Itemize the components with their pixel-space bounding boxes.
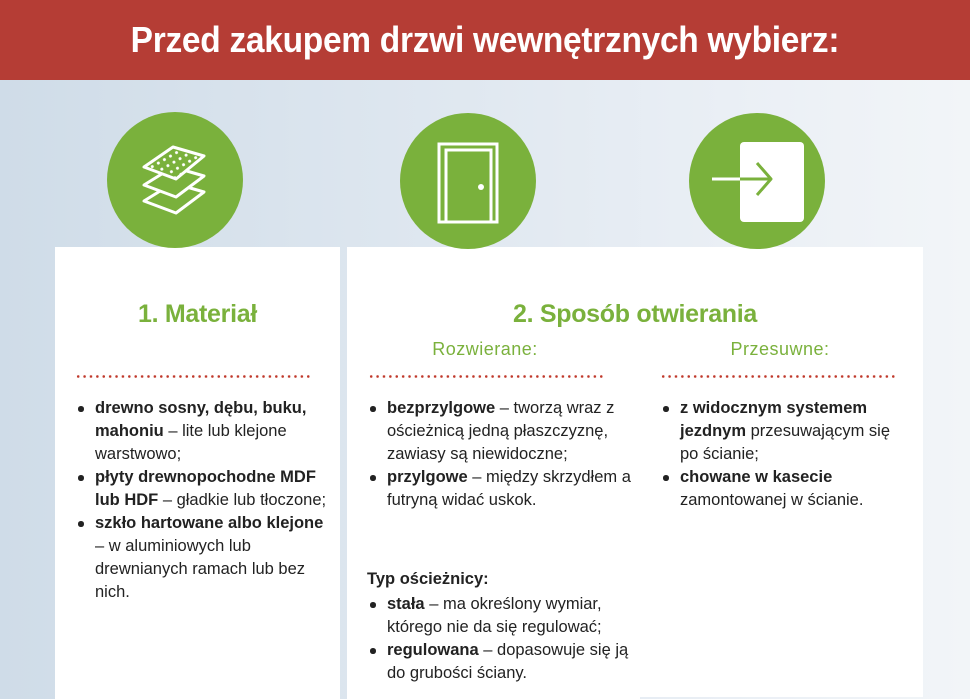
- list-item: drewno sosny, dębu, buku, mahoniu – lite lub klejone warstwowo;: [75, 397, 330, 466]
- sliding-list: [660, 397, 910, 512]
- list-item: przylgowe – między skrzydłem a futryną widać uskok.: [367, 466, 637, 512]
- opening-icon-circle: [400, 113, 536, 249]
- hinged-subtitle: Rozwierane:: [432, 339, 538, 359]
- sliding-subtitle: Przesuwne:: [730, 339, 830, 359]
- list-item: z widocznym systemem jezdnym przesuwającym się po ścianie;: [660, 397, 910, 466]
- dotted-divider: [660, 375, 898, 378]
- header-banner: [0, 0, 970, 80]
- list-item: regulowana – dopasowuje się ją do grubości ściany.: [367, 639, 642, 685]
- dotted-divider: [75, 375, 313, 378]
- hinged-list: [367, 397, 637, 512]
- material-title: 1. Materiał: [138, 300, 257, 328]
- layers-icon: [130, 135, 220, 225]
- door-icon: [433, 136, 503, 226]
- frame-type-heading: Typ ościeżnicy:: [367, 570, 489, 588]
- list-item: chowane w kasecie zamontowanej w ścianie.: [660, 466, 910, 512]
- dotted-divider: [368, 375, 606, 378]
- opening-method-title: 2. Sposób otwierania: [512, 300, 758, 328]
- list-item: stała – ma określony wymiar, którego nie da się regulować;: [367, 593, 642, 639]
- material-icon-circle: [107, 112, 243, 248]
- frame-type-list: [367, 593, 642, 685]
- page-title: Przed zakupem drzwi wewnętrznych wybierz:: [130, 19, 840, 60]
- list-item: szkło hartowane albo klejone – w aluminiowych lub drewnianych ramach lub bez nich.: [75, 512, 330, 604]
- sliding-door-arrow-icon: [707, 136, 807, 226]
- sliding-icon-circle: [689, 113, 825, 249]
- list-item: płyty drewnopochodne MDF lub HDF – gładkie lub tłoczone;: [75, 466, 330, 512]
- material-list: [75, 397, 330, 604]
- list-item: bezprzylgowe – tworzą wraz z ościeżnicą jedną płaszczyznę, zawiasy są niewidoczne;: [367, 397, 637, 466]
